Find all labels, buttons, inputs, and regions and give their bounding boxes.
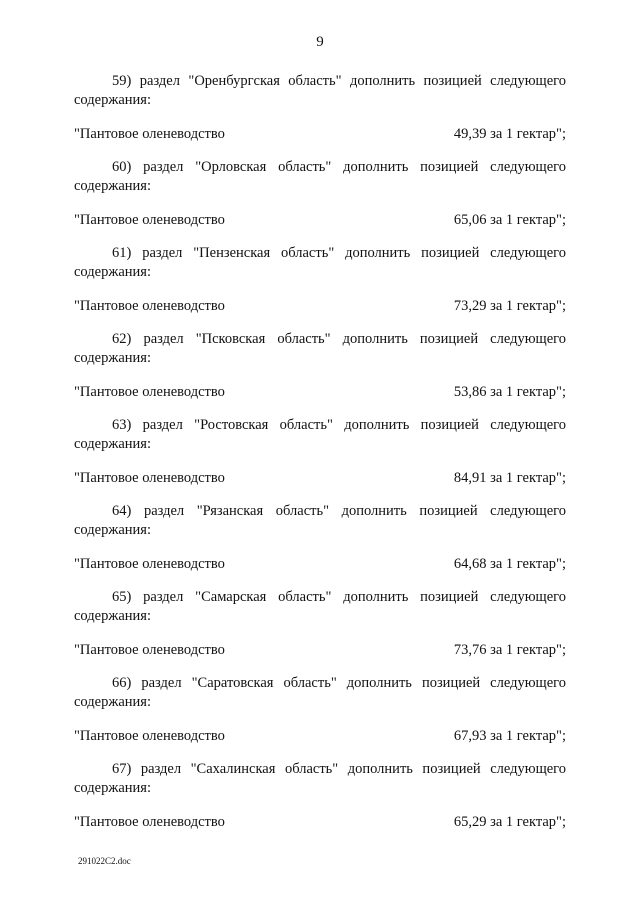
amendment-heading bbox=[74, 244, 566, 282]
amendment-text: раздел "Ростовская область" дополнить позицией следующего содержания: bbox=[74, 417, 567, 452]
amendment-number: 65) bbox=[112, 589, 132, 605]
position-row bbox=[74, 383, 566, 402]
amendment-text: раздел "Сахалинская область" дополнить позицией следующего содержания: bbox=[74, 761, 567, 796]
amendment-number: 60) bbox=[112, 159, 132, 175]
amendment-text: раздел "Самарская область" дополнить позицией следующего содержания: bbox=[74, 589, 566, 624]
amendment-entry bbox=[74, 72, 566, 144]
amendment-text: раздел "Саратовская область" дополнить позицией следующего содержания: bbox=[74, 675, 566, 710]
position-row bbox=[74, 641, 566, 660]
amendment-entry bbox=[74, 158, 566, 230]
position-name: "Пантовое оленеводство bbox=[74, 642, 225, 658]
amendment-number: 67) bbox=[112, 761, 132, 777]
amendment-text: раздел "Пензенская область" дополнить позицией следующего содержания: bbox=[74, 245, 566, 280]
amendment-entry bbox=[74, 588, 566, 660]
amendment-number: 61) bbox=[112, 245, 132, 261]
amendment-entry bbox=[74, 674, 566, 746]
amendment-number: 59) bbox=[112, 73, 132, 89]
position-name: "Пантовое оленеводство bbox=[74, 470, 225, 486]
position-value: 65,06 за 1 гектар"; bbox=[453, 212, 566, 228]
position-name: "Пантовое оленеводство bbox=[74, 814, 225, 830]
file-name-footer: 291022C2.doc bbox=[78, 856, 131, 866]
position-value: 64,68 за 1 гектар"; bbox=[453, 556, 566, 572]
document-body bbox=[74, 72, 566, 846]
amendment-text: раздел "Орловская область" дополнить позицией следующего содержания: bbox=[74, 159, 566, 194]
amendment-heading bbox=[74, 72, 566, 110]
amendment-entry bbox=[74, 416, 566, 488]
position-name: "Пантовое оленеводство bbox=[74, 728, 225, 744]
amendment-heading bbox=[74, 674, 566, 712]
position-value: 65,29 за 1 гектар"; bbox=[453, 814, 566, 830]
amendment-heading bbox=[74, 330, 566, 368]
amendment-entry bbox=[74, 760, 566, 832]
position-name: "Пантовое оленеводство bbox=[74, 126, 225, 142]
position-value: 67,93 за 1 гектар"; bbox=[453, 728, 566, 744]
amendment-heading bbox=[74, 158, 566, 196]
amendment-entry bbox=[74, 330, 566, 402]
amendment-heading bbox=[74, 760, 566, 798]
amendment-entry bbox=[74, 244, 566, 316]
position-value: 73,29 за 1 гектар"; bbox=[453, 298, 566, 314]
amendment-entry bbox=[74, 502, 566, 574]
position-row bbox=[74, 555, 566, 574]
position-name: "Пантовое оленеводство bbox=[74, 298, 225, 314]
amendment-text: раздел "Псковская область" дополнить позицией следующего содержания: bbox=[74, 331, 566, 366]
position-row bbox=[74, 813, 566, 832]
amendment-number: 62) bbox=[112, 331, 132, 347]
amendment-heading bbox=[74, 502, 566, 540]
position-value: 84,91 за 1 гектар"; bbox=[453, 470, 566, 486]
amendment-text: раздел "Оренбургская область" дополнить позицией следующего содержания: bbox=[74, 73, 566, 108]
position-name: "Пантовое оленеводство bbox=[74, 556, 225, 572]
position-row bbox=[74, 125, 566, 144]
amendment-number: 66) bbox=[112, 675, 132, 691]
amendment-heading bbox=[74, 588, 566, 626]
position-value: 53,86 за 1 гектар"; bbox=[453, 384, 566, 400]
amendment-number: 64) bbox=[112, 503, 132, 519]
amendment-number: 63) bbox=[112, 417, 132, 433]
amendment-text: раздел "Рязанская область" дополнить позицией следующего содержания: bbox=[74, 503, 566, 538]
position-row bbox=[74, 469, 566, 488]
position-value: 73,76 за 1 гектар"; bbox=[453, 642, 566, 658]
position-row bbox=[74, 211, 566, 230]
position-name: "Пантовое оленеводство bbox=[74, 384, 225, 400]
position-row bbox=[74, 727, 566, 746]
page-number: 9 bbox=[316, 34, 324, 50]
position-value: 49,39 за 1 гектар"; bbox=[453, 126, 566, 142]
position-row bbox=[74, 297, 566, 316]
position-name: "Пантовое оленеводство bbox=[74, 212, 225, 228]
amendment-heading bbox=[74, 416, 566, 454]
